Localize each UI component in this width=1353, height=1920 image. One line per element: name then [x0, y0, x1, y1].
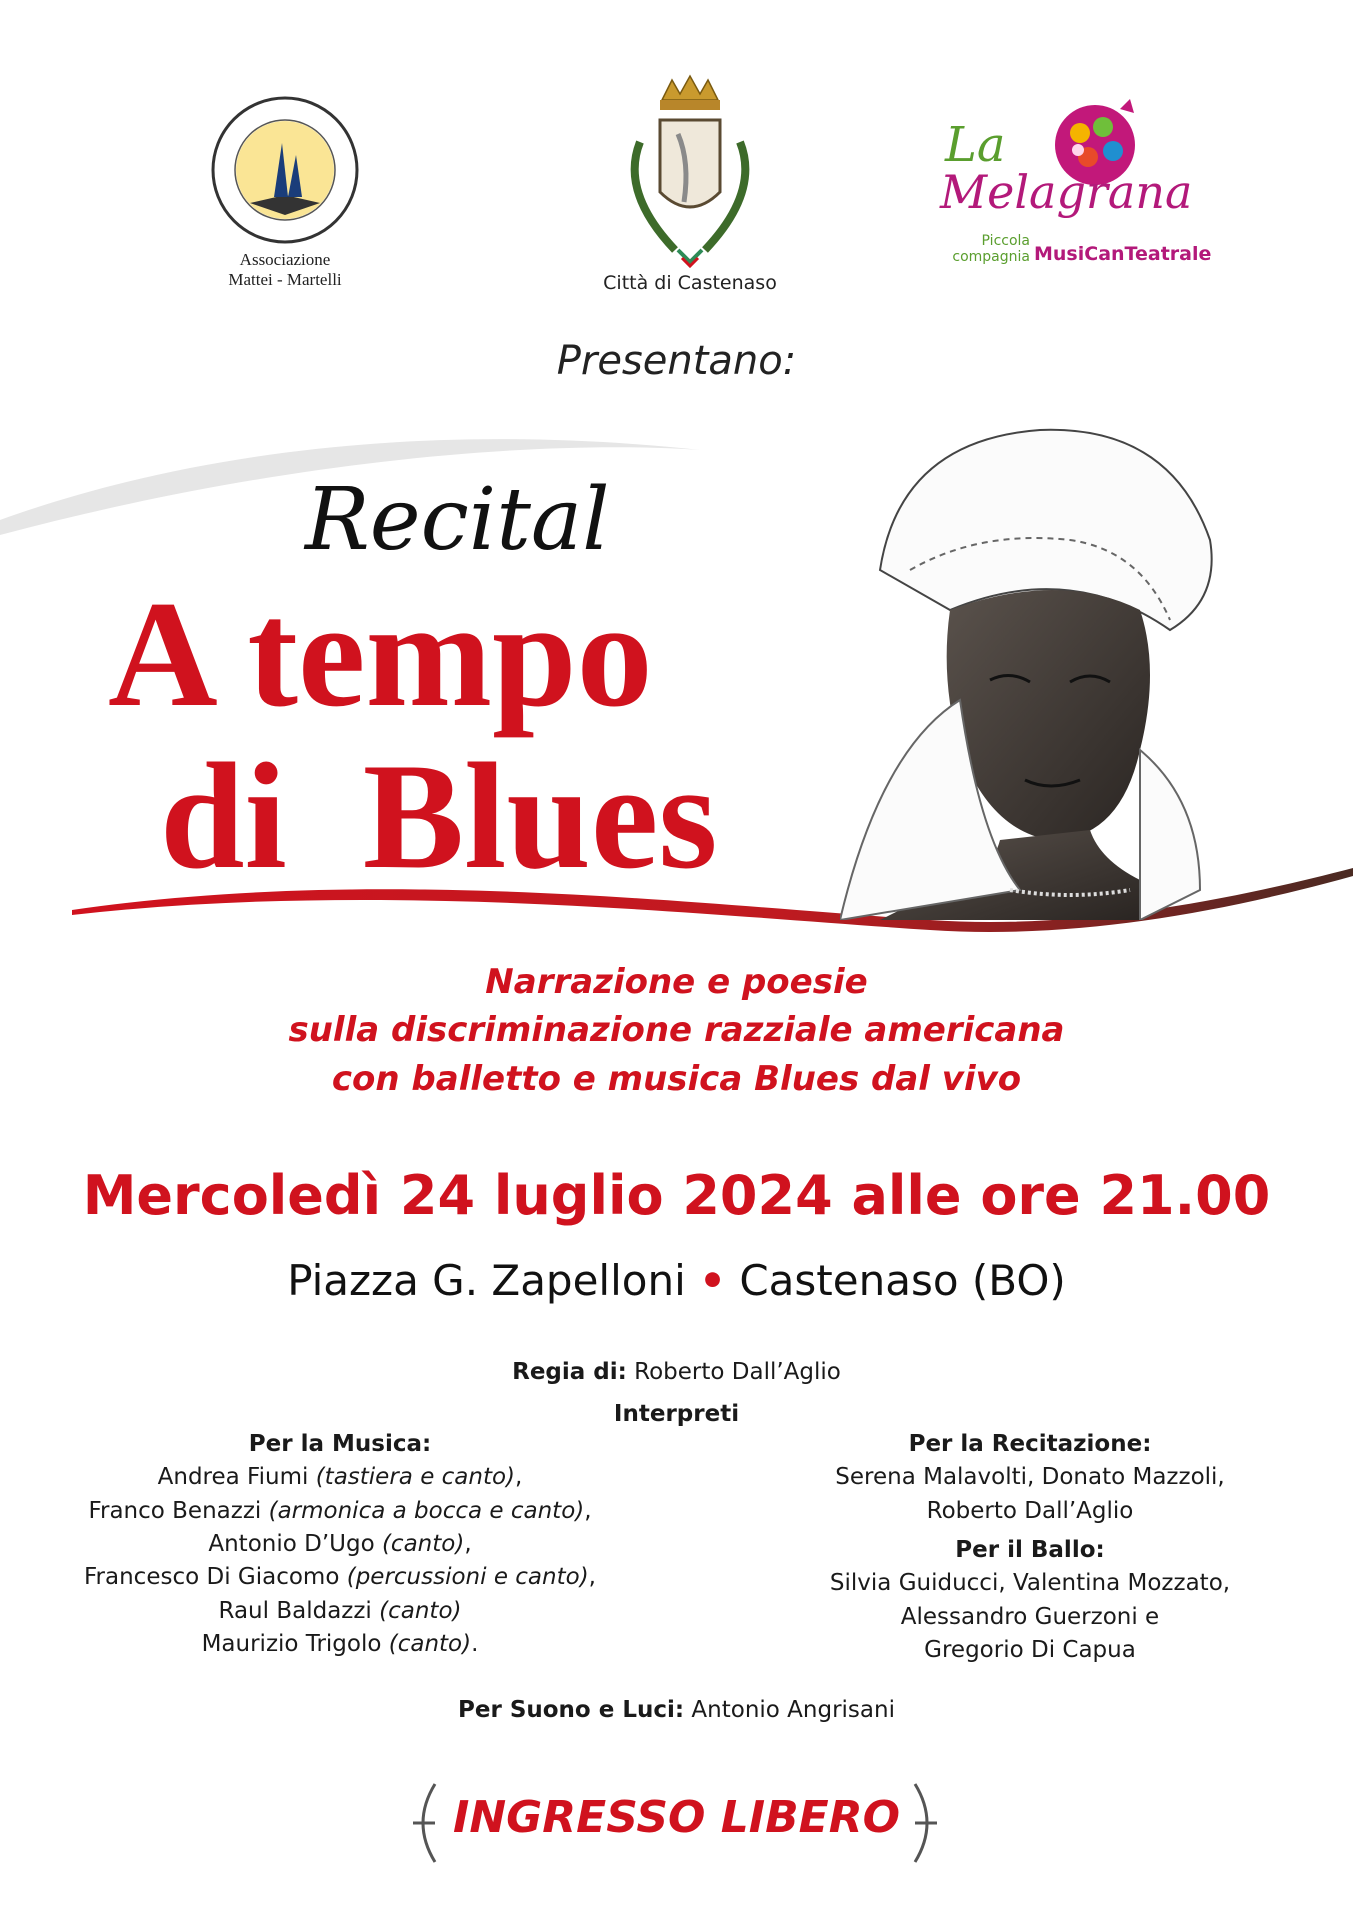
regia-name: Roberto Dall’Aglio [634, 1359, 841, 1385]
ballo-label: Per il Ballo: [955, 1537, 1105, 1564]
title-line-2: di Blues [160, 732, 718, 900]
list-item: Raul Baldazzi (canto) [218, 1597, 462, 1624]
list-item: Maurizio Trigolo (canto). [201, 1631, 479, 1658]
subtitle-line-3: con balletto e musica Blues dal vivo [331, 1058, 1022, 1099]
melagrana-name: Melagrana [940, 165, 1193, 219]
associazione-caption: Associazione Mattei - Martelli [228, 250, 342, 289]
list-item: Francesco Di Giacomo (percussioni e canto), [84, 1564, 596, 1591]
castenaso-coat-of-arms [580, 72, 800, 272]
associazione-emblem [200, 95, 370, 245]
musica-label: Per la Musica: [248, 1431, 432, 1457]
venue-city: Castenaso (BO) [739, 1256, 1066, 1305]
list-item: Andrea Fiumi (tastiera e canto), [157, 1464, 523, 1491]
comune-caption: Città di Castenaso [603, 272, 777, 294]
interpreti-heading: Interpreti [613, 1401, 740, 1427]
title-line-1: A tempo [108, 570, 653, 738]
musica-column [60, 1428, 620, 1661]
list-item: Franco Benazzi (armonica a bocca e canto), [88, 1497, 592, 1524]
ingresso-libero: INGRESSO LIBERO [452, 1792, 901, 1843]
logo-melagrana [940, 95, 1212, 275]
subtitle-line-1: Narrazione e poesie [485, 962, 868, 1002]
subtitle [0, 958, 1353, 1103]
presentano-label: Presentano: [556, 338, 797, 384]
recitazione-label: Per la Recitazione: [908, 1431, 1152, 1457]
suono-label: Per Suono e Luci: [458, 1697, 685, 1723]
venue-separator: • [699, 1256, 726, 1305]
list-item: Gregorio Di Capua [924, 1637, 1136, 1664]
portrait-illustration [840, 420, 1260, 920]
recitazione-column [760, 1428, 1300, 1667]
subtitle-line-2: sulla discriminazione razziale americana [288, 1010, 1065, 1051]
suono-name: Antonio Angrisani [691, 1697, 895, 1723]
list-item: Antonio D’Ugo (canto), [208, 1531, 472, 1558]
melagrana-piccola: Piccola compagnia [952, 233, 1030, 266]
list-item: Serena Malavolti, Donato Mazzoli, [835, 1464, 1225, 1491]
melagrana-la: La [945, 117, 1006, 173]
suono-line [0, 1694, 1353, 1727]
event-date: Mercoledì 24 luglio 2024 alle ore 21.00 [82, 1164, 1271, 1227]
venue-place: Piazza G. Zapelloni [287, 1256, 686, 1305]
list-item: Silvia Guiducci, Valentina Mozzato, [829, 1570, 1231, 1597]
list-item: Alessandro Guerzoni e [900, 1603, 1160, 1630]
list-item: Roberto Dall’Aglio [926, 1497, 1134, 1524]
recital-label: Recital [305, 470, 610, 570]
regia-line [0, 1356, 1353, 1389]
logo-comune [580, 72, 800, 294]
logo-associazione [200, 95, 370, 289]
event-venue [0, 1256, 1353, 1305]
regia-label: Regia di: [512, 1359, 627, 1385]
melagrana-musican: MusiCanTeatrale [1034, 243, 1212, 265]
